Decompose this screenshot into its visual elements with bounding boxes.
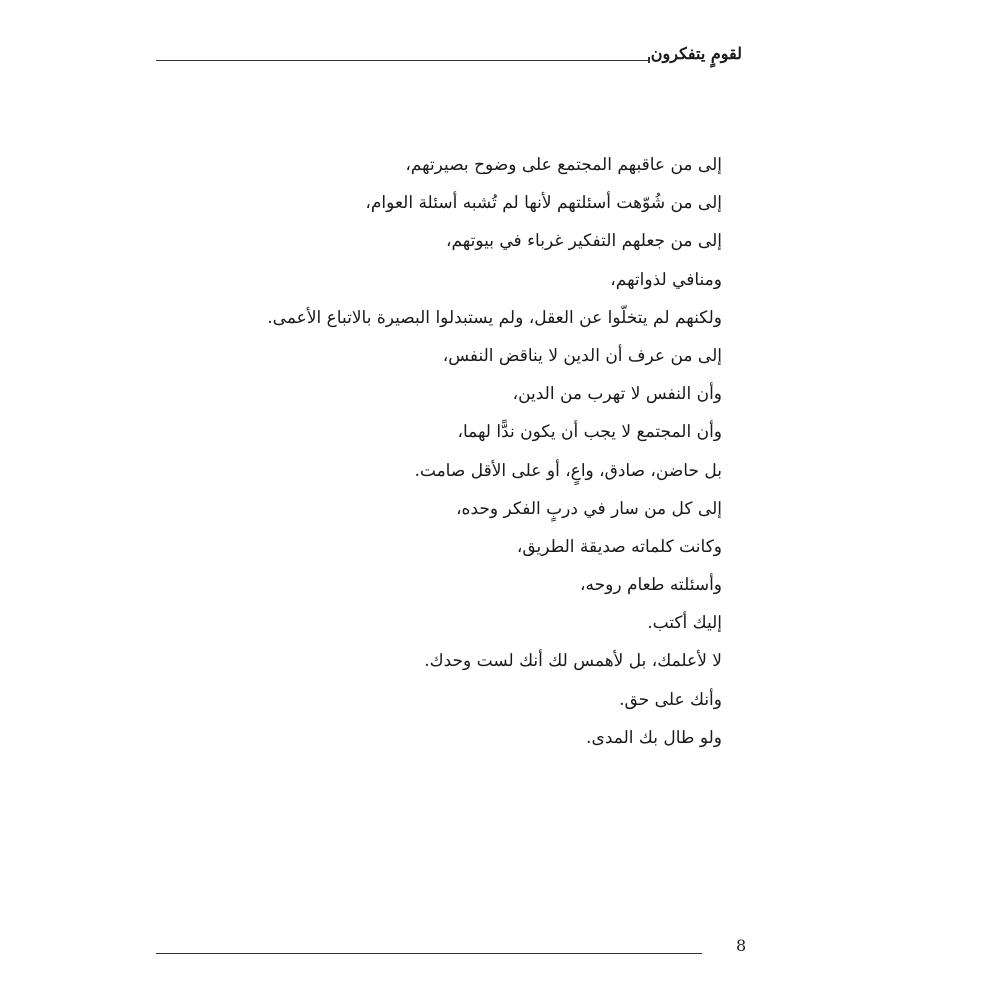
poem-line: وأنك على حق. [619,689,722,710]
poem-line: وأن المجتمع لا يجب أن يكون ندًّا لهما، [457,422,722,443]
poem-line: إلى من عرف أن الدين لا يناقض النفس، [442,345,722,366]
poem-line: إلى من شُوّهت أسئلتهم لأنها لم تُشبه أسئلة العوام، [365,193,722,214]
poem-line: لا لأعلمك، بل لأهمس لك أنك لست وحدك. [424,651,722,672]
poem-body [252,146,722,757]
poem-line: إلى كل من سار في دربٍ الفكر وحده، [456,498,722,519]
poem-line: وكانت كلماته صديقة الطريق، [516,536,722,557]
poem-line: إليك أكتب. [647,613,722,634]
poem-line: إلى من عاقبهم المجتمع على وضوح بصيرتهم، [405,155,722,175]
page-number: 8 [736,936,747,955]
poem-line: بل حاضن، صادق، واعٍ، أو على الأقل صامت. [414,460,722,481]
header-rule [156,60,650,61]
running-header-title: لقومٍ يتفكرون [650,44,742,63]
poem-line: وأن النفس لا تهرب من الدين، [512,384,722,405]
poem-line: ومنافي لذواتهم، [610,269,722,290]
header-rule-tick [648,57,650,63]
poem-line: ولو طال بك المدى. [586,727,722,748]
poem-line: ولكنهم لم يتخلّوا عن العقل، ولم يستبدلوا البصيرة بالاتباع الأعمى. [267,307,722,328]
footer-rule [156,953,702,954]
poem-line: إلى من جعلهم التفكير غرباء في بيوتهم، [445,231,722,252]
poem-line: وأسئلته طعام روحه، [580,575,722,596]
